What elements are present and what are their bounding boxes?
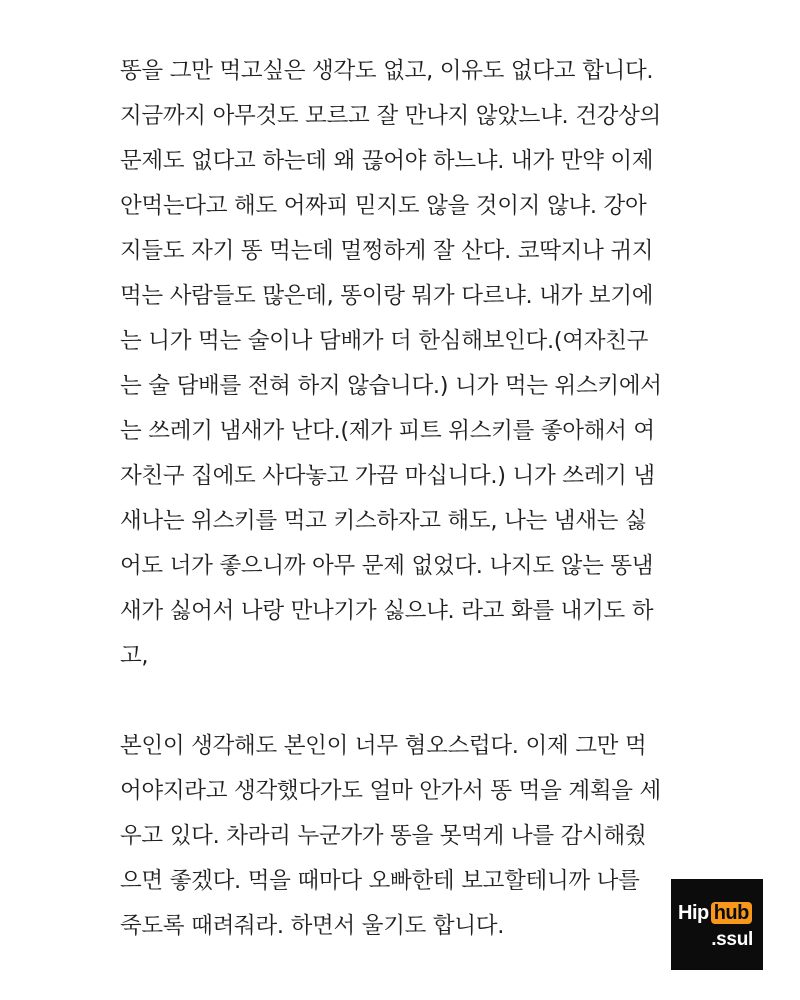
text-line: 자친구 집에도 사다놓고 가끔 마십니다.) 니가 쓰레기 냄	[120, 463, 655, 489]
text-line: 는 니가 먹는 술이나 담배가 더 한심해보인다.(여자친구	[120, 328, 649, 354]
text-line: 안먹는다고 해도 어짜피 믿지도 않을 것이지 않냐. 강아	[120, 193, 647, 219]
text-line: 새나는 위스키를 먹고 키스하자고 해도, 나는 냄새는 싫	[120, 508, 647, 534]
text-line: 는 쓰레기 냄새가 난다.(제가 피트 위스키를 좋아해서 여	[120, 418, 655, 444]
text-line: 새가 싫어서 나랑 만나기가 싫으냐. 라고 화를 내기도 하	[120, 598, 654, 624]
text-line: 으면 좋겠다. 먹을 때마다 오빠한테 보고할테니까 나를	[120, 868, 640, 894]
text-line: 고,	[120, 643, 149, 669]
logo-hub: hub	[711, 902, 752, 924]
hiphub-ssul-logo	[671, 879, 763, 970]
text-line: 어야지라고 생각했다가도 얼마 안가서 똥 먹을 계획을 세	[120, 778, 661, 804]
text-line: 는 술 담배를 전혀 하지 않습니다.) 니가 먹는 위스키에서	[120, 373, 662, 399]
text-line: 어도 너가 좋으니까 아무 문제 없었다. 나지도 않는 똥냄	[120, 553, 654, 579]
text-line: 문제도 없다고 하는데 왜 끊어야 하느냐. 내가 만약 이제	[120, 148, 654, 174]
text-line: 지들도 자기 똥 먹는데 멀쩡하게 잘 산다. 코딱지나 귀지	[120, 238, 654, 264]
text-line: 똥을 그만 먹고싶은 생각도 없고, 이유도 없다고 합니다.	[120, 58, 654, 84]
text-line: 본인이 생각해도 본인이 너무 혐오스럽다. 이제 그만 먹	[120, 733, 647, 759]
text-line: 우고 있다. 차라리 누군가가 똥을 못먹게 나를 감시해줬	[120, 823, 647, 849]
text-line: 지금까지 아무것도 모르고 잘 만나지 않았느냐. 건강상의	[120, 103, 661, 129]
logo-hip: Hip	[678, 901, 709, 924]
text-line: 죽도록 때려줘라. 하면서 울기도 합니다.	[120, 913, 505, 939]
logo-wordmark	[678, 901, 752, 925]
logo-ssul: .ssul	[711, 929, 753, 950]
text-line: 먹는 사람들도 많은데, 똥이랑 뭐가 다르냐. 내가 보기에	[120, 283, 654, 309]
